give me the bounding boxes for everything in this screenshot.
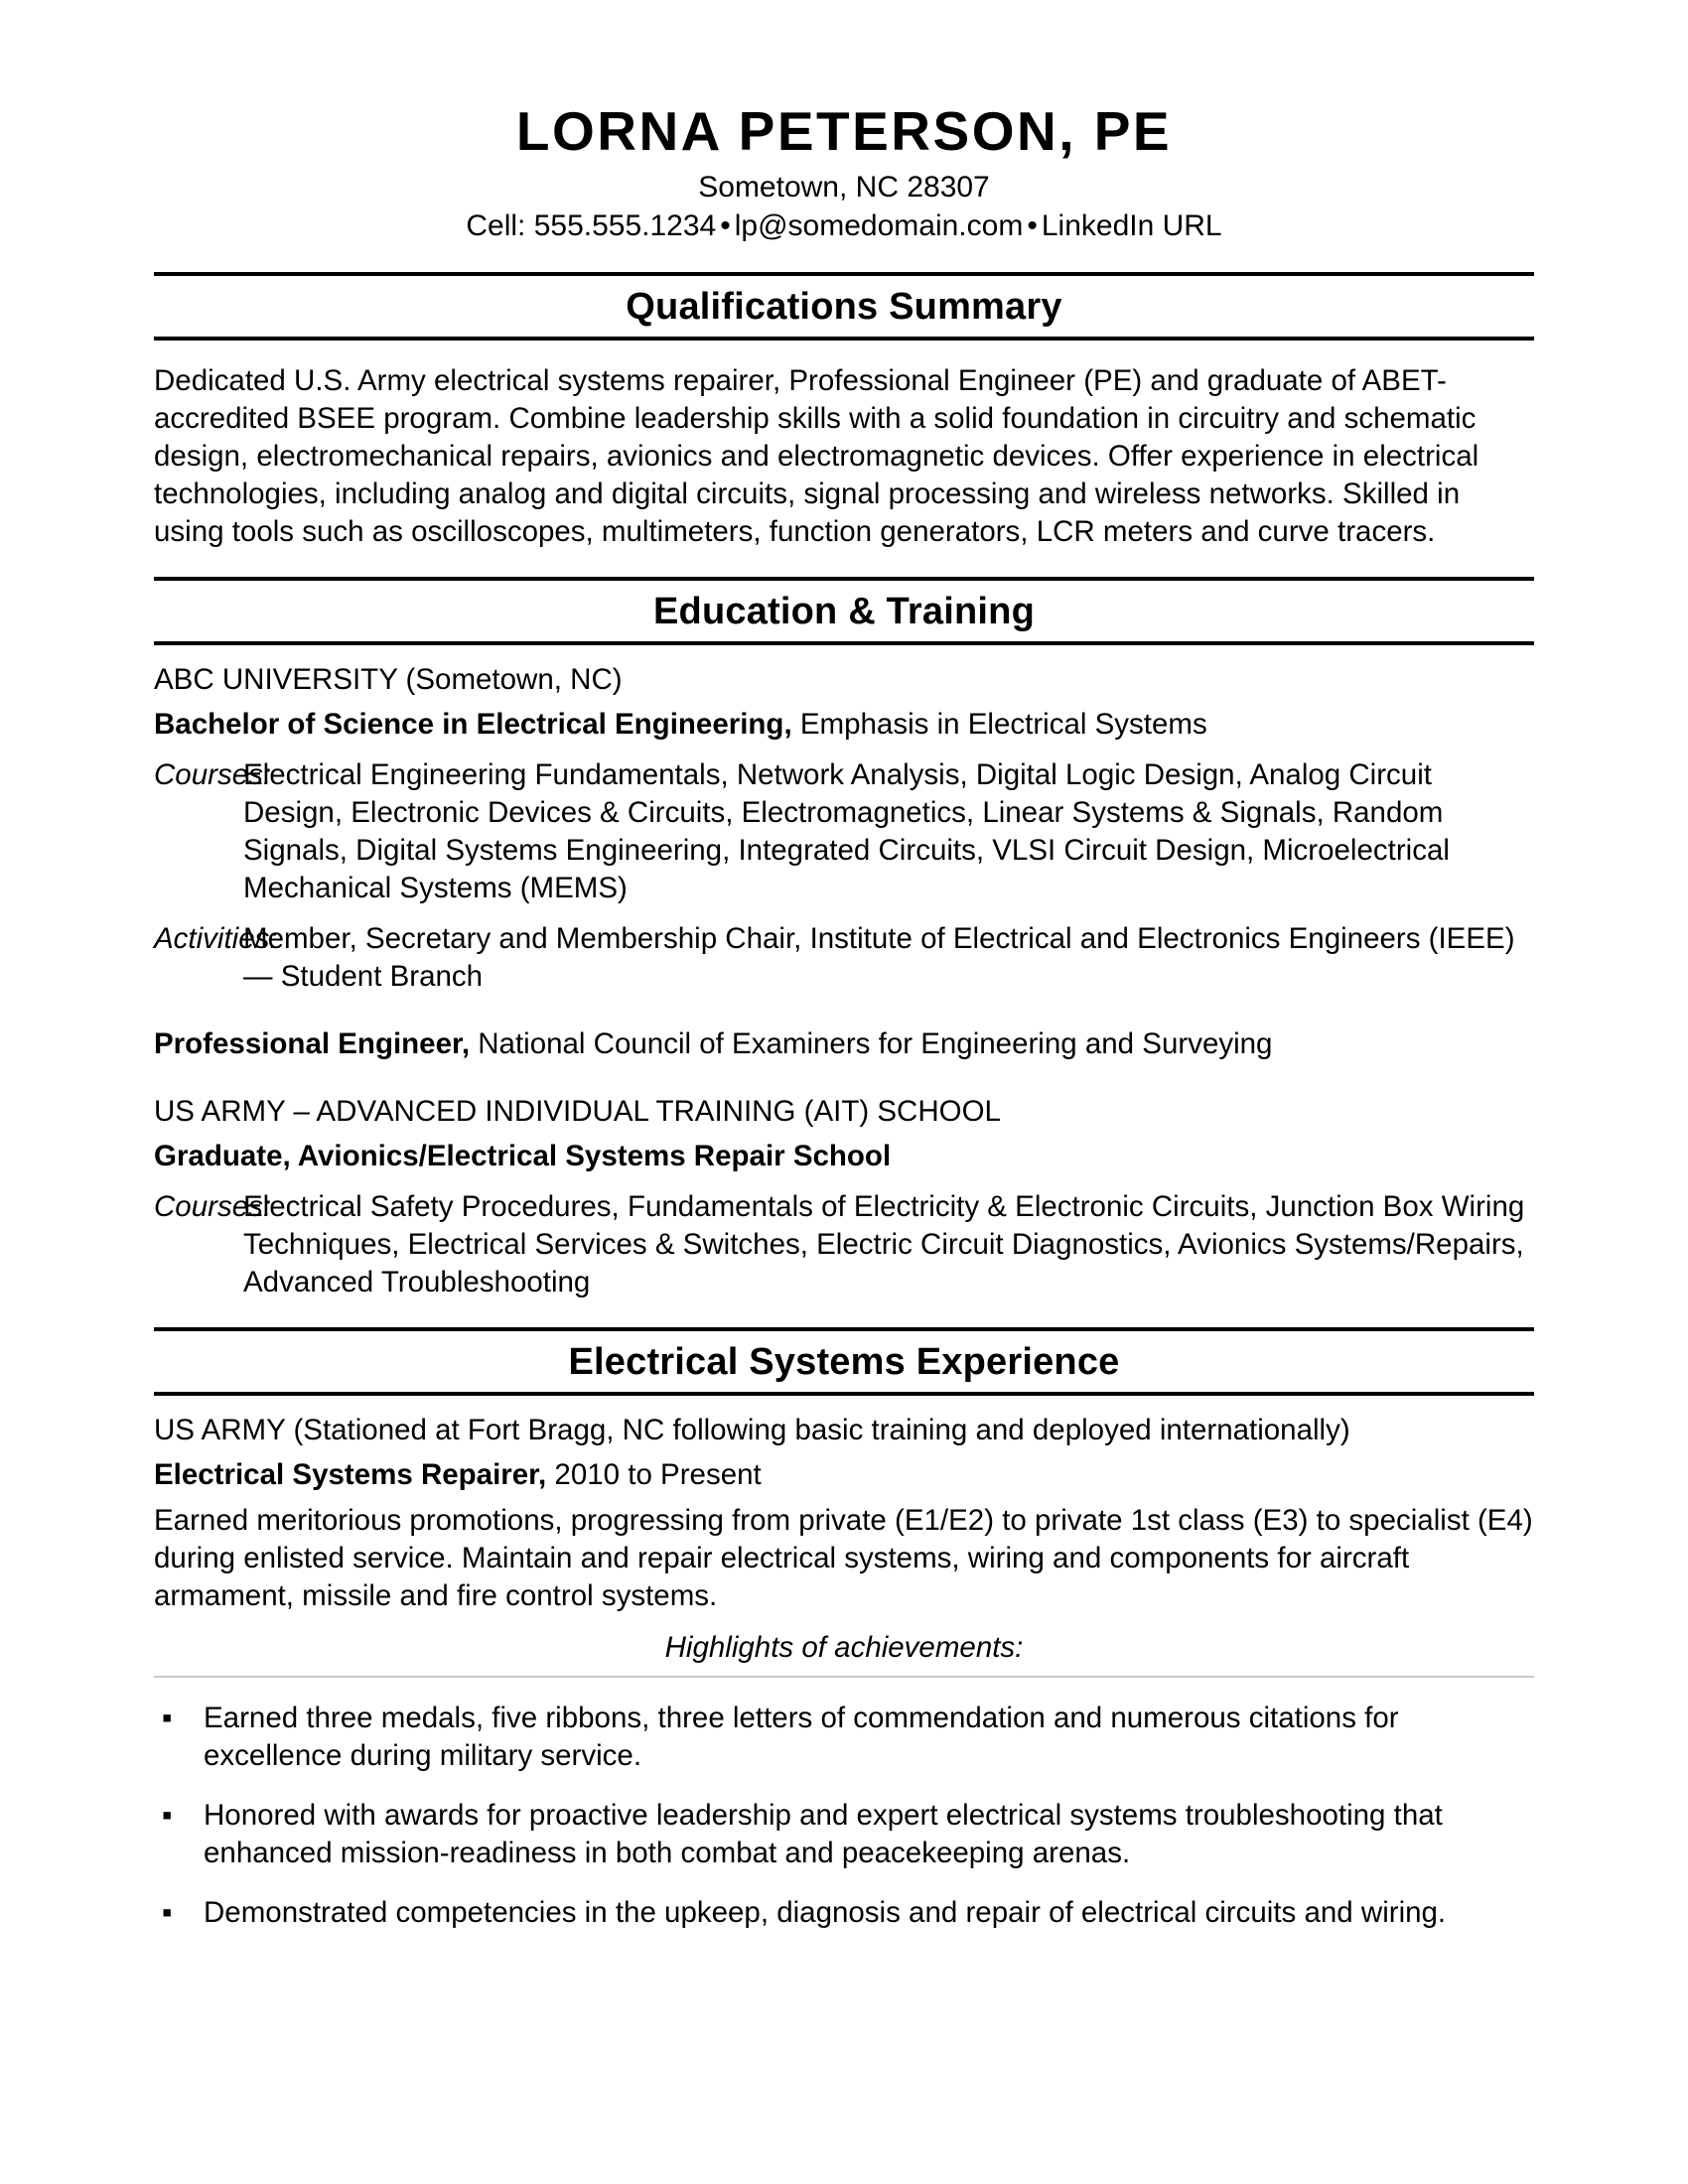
education-army-credential: Graduate, Avionics/Electrical Systems Repair School xyxy=(154,1140,892,1173)
list-item-text: Earned three medals, five ribbons, three letters of commendation and numerous citations for excellence during military service. xyxy=(204,1701,1399,1772)
contact-separator-2: • xyxy=(1027,209,1038,243)
education-degree-line xyxy=(154,706,1534,744)
bullet-square-icon: ▪ xyxy=(162,1895,173,1929)
section-rule-bottom xyxy=(154,337,1534,341)
candidate-email[interactable]: lp@somedomain.com xyxy=(734,209,1024,243)
resume-content xyxy=(154,0,1534,1932)
education-degree-emphasis: Emphasis in Electrical Systems xyxy=(799,707,1207,741)
list-item xyxy=(154,1797,1534,1872)
education-activities-value: Member, Secretary and Membership Chair, Institute of Electrical and Electronics Engineers (IEEE) — Student Branch xyxy=(243,922,1515,994)
qualifications-summary-text: Dedicated U.S. Army electrical systems repairer, Professional Engineer (PE) and graduate of ABET-accredited BSEE program. Combine leadership skills with a solid foundation in circuitry and schematic design, electromechanical repairs, avionics and electromagnetic devices. Offer experience in electrical technologies, including analog and digital circuits, signal processing and wireless networks. Skilled in using tools such as oscilloscopes, multimeters, function generators, LCR meters and curve tracers. xyxy=(154,363,1479,548)
list-item xyxy=(154,1700,1534,1775)
education-courses-value: Electrical Engineering Fundamentals, Network Analysis, Digital Logic Design, Analog Circuit Design, Electronic Devices & Circuits, Electromagnetics, Linear Systems & Signals, Random Signals, Digital Systems Engineering, Integrated Circuits, VLSI Circuit Design, Microelectrical Mechanical Systems (MEMS) xyxy=(243,757,1450,904)
education-army-courses-row xyxy=(154,1188,1534,1301)
education-activities-row xyxy=(154,920,1534,996)
education-degree-title: Bachelor of Science in Electrical Engineering, xyxy=(154,707,792,741)
education-army-courses-label: Courses: xyxy=(154,1190,272,1224)
section-title-education: Education & Training xyxy=(652,590,1036,632)
section-education-training xyxy=(154,577,1534,1302)
list-item-text: Honored with awards for proactive leadership and expert electrical systems troubleshooting that enhanced mission-readiness in both combat and peacekeeping arenas. xyxy=(204,1798,1443,1869)
education-university-name: ABC UNIVERSITY (Sometown, NC) xyxy=(154,662,623,696)
experience-highlights-title: Highlights of achievements: xyxy=(664,1630,1024,1664)
section-qualifications-summary xyxy=(154,272,1534,551)
experience-role-dates: 2010 to Present xyxy=(554,1458,762,1492)
education-license-issuer: National Council of Examiners for Engineering and Surveying xyxy=(478,1027,1273,1061)
experience-role-line xyxy=(154,1456,1534,1494)
section-title-qualifications: Qualifications Summary xyxy=(626,285,1062,328)
education-army-courses-value: Electrical Safety Procedures, Fundamentals of Electricity & Electronic Circuits, Junction Box Wiring Techniques, Electrical Services & Switches, Electric Circuit Diagnostics, Avionics Systems/Repairs, Advanced Troubleshooting xyxy=(243,1190,1525,1299)
experience-role-title: Electrical Systems Repairer, xyxy=(154,1458,547,1492)
contact-separator-1: • xyxy=(720,209,731,243)
bullet-square-icon: ▪ xyxy=(162,1798,173,1832)
education-courses-row xyxy=(154,756,1534,907)
education-army-school-name: US ARMY – ADVANCED INDIVIDUAL TRAINING (AIT) SCHOOL xyxy=(154,1095,1001,1129)
experience-description: Earned meritorious promotions, progressing from private (E1/E2) to private 1st class (E3) to specialist (E4) during enlisted service. Maintain and repair electrical systems, wiring and components for aircraft armament, missile and fire control systems. xyxy=(154,1503,1533,1612)
experience-employer: US ARMY (Stationed at Fort Bragg, NC following basic training and deployed internationally) xyxy=(154,1414,1350,1447)
education-license-title: Professional Engineer, xyxy=(154,1027,471,1061)
section-rule-bottom xyxy=(154,641,1534,645)
resume-header xyxy=(154,100,1534,246)
candidate-linkedin[interactable]: LinkedIn URL xyxy=(1041,209,1222,243)
candidate-location: Sometown, NC 28307 xyxy=(698,170,990,204)
bullet-square-icon: ▪ xyxy=(162,1701,173,1734)
experience-highlights-list xyxy=(154,1700,1534,1932)
education-license-line xyxy=(154,1025,1534,1063)
candidate-contact-line xyxy=(154,207,1534,245)
list-item-text: Demonstrated competencies in the upkeep, diagnosis and repair of electrical circuits and wiring. xyxy=(204,1895,1447,1929)
list-item xyxy=(154,1894,1534,1932)
education-courses-label: Courses: xyxy=(154,757,272,791)
education-activities-label: Activities: xyxy=(154,922,278,956)
section-electrical-systems-experience xyxy=(154,1327,1534,1932)
section-title-experience: Electrical Systems Experience xyxy=(568,1341,1120,1384)
candidate-name: LORNA PETERSON, PE xyxy=(515,100,1173,162)
section-rule-bottom xyxy=(154,1392,1534,1396)
candidate-phone: Cell: 555.555.1234 xyxy=(466,209,717,243)
highlights-divider xyxy=(154,1676,1534,1678)
